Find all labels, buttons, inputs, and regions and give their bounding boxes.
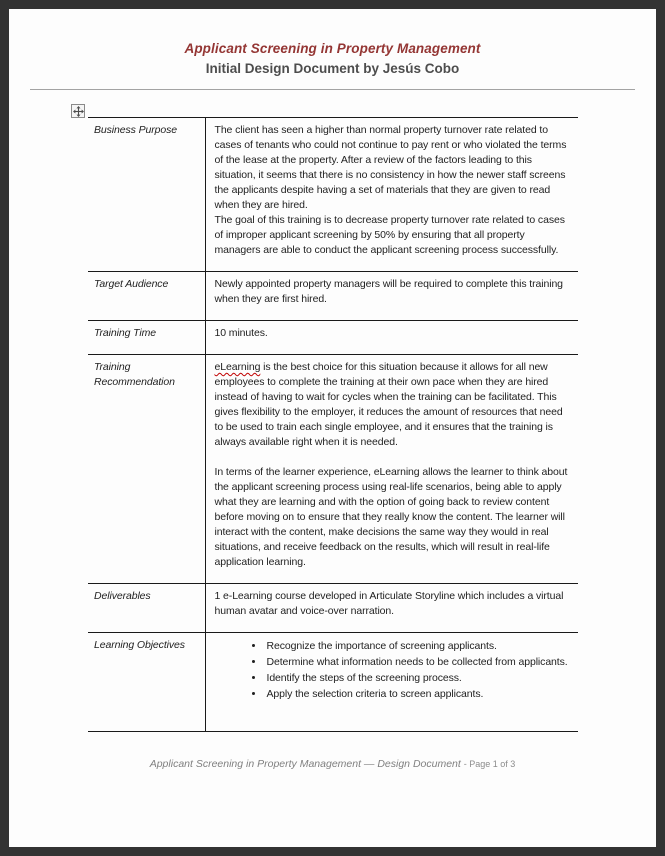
paragraph: The goal of this training is to decrease property turnover rate related to cases of improper applicant screening by 50% by ensuring that all property managers are able to conduct the applicant screening process successfully. xyxy=(214,214,565,256)
document-title: Applicant Screening in Property Management xyxy=(184,41,481,56)
footer-page-number: - Page 1 of 3 xyxy=(463,759,516,769)
table-row-business-purpose xyxy=(88,118,578,272)
row-label-training-time: Training Time xyxy=(88,321,205,355)
table-move-handle-icon[interactable] xyxy=(71,104,85,118)
design-table-container xyxy=(88,117,578,732)
objectives-list xyxy=(215,639,571,702)
bullet-item: • Apply the selection criteria to screen applicants. xyxy=(265,687,571,702)
paragraph: In terms of the learner experience, eLearning allows the learner to think about the applicant screening process using real-life scenarios, being able to apply what they are learning and with the option of going back to review content before moving on to ensure that they really know the content. The learner will interact with the content, make decisions the same way they would in real situations, and receive feedback on the results, which will result in real-life application learning. xyxy=(214,466,568,568)
spellcheck-word: eLearning xyxy=(214,361,261,373)
bullet-item: • Recognize the importance of screening applicants. xyxy=(265,639,571,654)
row-content-training-time xyxy=(205,321,578,355)
row-content-target-audience xyxy=(205,272,578,321)
table-row-training-recommendation xyxy=(88,355,578,584)
row-content-deliverables xyxy=(205,584,578,633)
document-page xyxy=(9,9,656,847)
table-row-training-time xyxy=(88,321,578,355)
row-label-learning-objectives: Learning Objectives xyxy=(88,633,205,732)
document-subtitle: Initial Design Document by Jesús Cobo xyxy=(205,61,460,76)
table-row-learning-objectives xyxy=(88,633,578,732)
paragraph: 10 minutes. xyxy=(214,327,268,339)
paragraph xyxy=(215,360,571,450)
paragraph-text: is the best choice for this situation because it allows for all new employees to complete the training at their own pace when they are hired instead of having to wait for cycles when the training can be facilitated. This gives flexibility to the employer, it reduces the amount of resources that need to be used to train each single employee, and it ensures that the training is always available right when it is needed. xyxy=(214,361,563,448)
paragraph: 1 e-Learning course developed in Articulate Storyline which includes a virtual human avatar and voice-over narration. xyxy=(214,590,564,617)
bullet-item: • Determine what information needs to be collected from applicants. xyxy=(265,655,571,670)
table-row-deliverables xyxy=(88,584,578,633)
row-content-training-recommendation xyxy=(205,355,578,584)
footer-text: Applicant Screening in Property Management — Design Document xyxy=(149,758,461,770)
design-document-table xyxy=(88,117,578,732)
row-content-business-purpose xyxy=(205,118,578,272)
paragraph: The client has seen a higher than normal property turnover rate related to cases of tenants who could not continue to pay rent or who violated the terms of the lease at the property. After a review of the factors leading to this situation, it seems that there is no consistency in how the newer staff screens the applicants despite having a set of materials that they are given to read when they are hired. xyxy=(214,124,567,211)
row-content-learning-objectives xyxy=(205,633,578,732)
row-label-business-purpose: Business Purpose xyxy=(88,118,205,272)
row-label-deliverables: Deliverables xyxy=(88,584,205,633)
bullet-item: • Identify the steps of the screening process. xyxy=(265,671,571,686)
table-row-target-audience xyxy=(88,272,578,321)
page-footer xyxy=(9,758,656,770)
paragraph: Newly appointed property managers will be required to complete this training when they are first hired. xyxy=(214,278,563,305)
row-label-target-audience: Target Audience xyxy=(88,272,205,321)
header-divider xyxy=(30,89,635,90)
row-label-training-recommendation: Training Recommendation xyxy=(88,355,205,584)
